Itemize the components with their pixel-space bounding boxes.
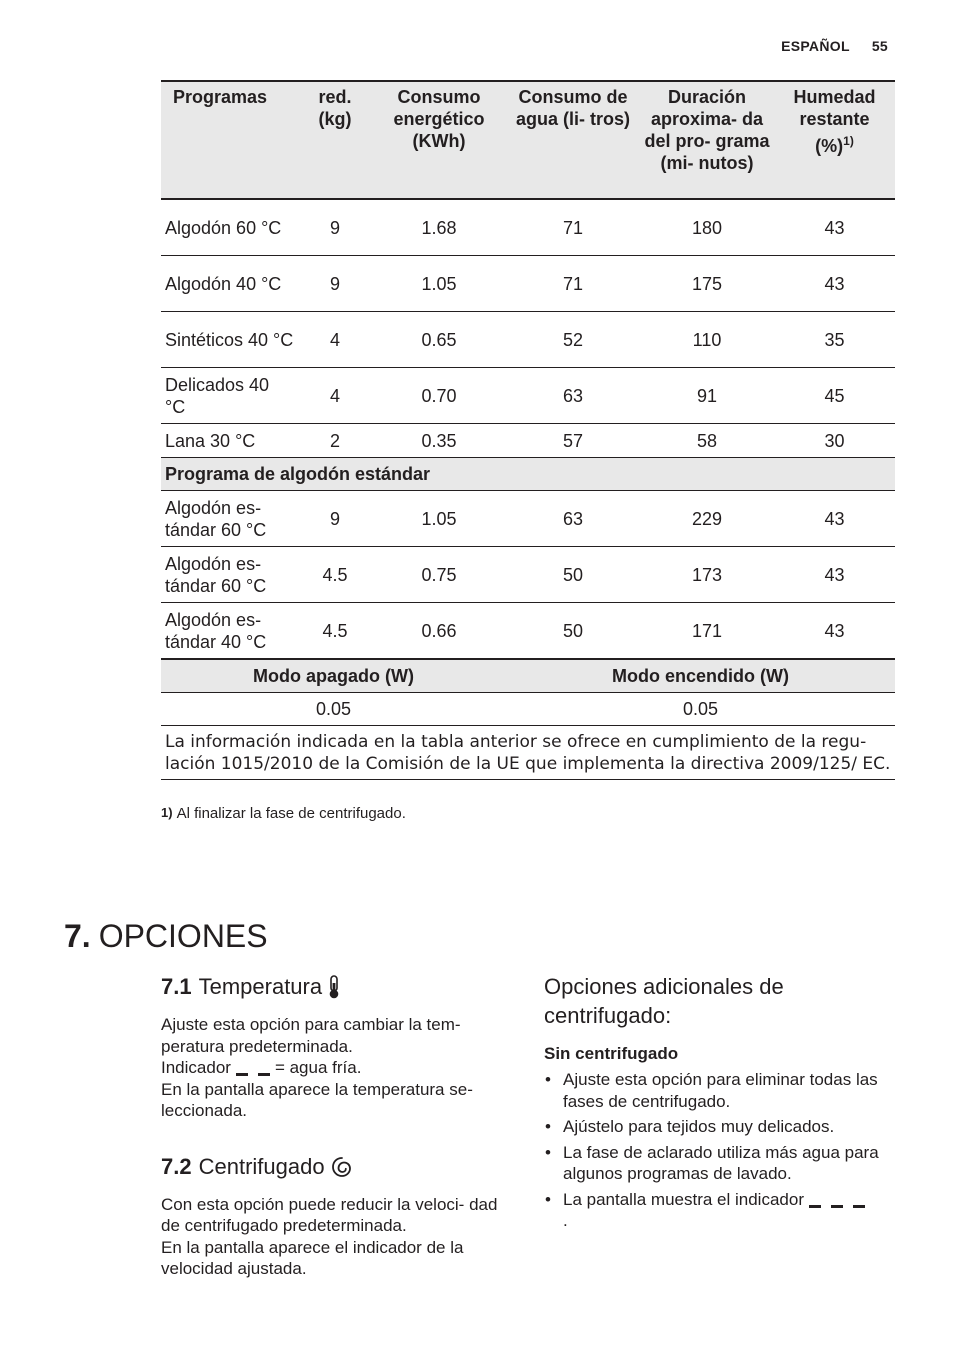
cell-energy: 1.68 (372, 199, 506, 256)
section-title: Centrifugado (198, 1153, 325, 1179)
mode-off-value: 0.05 (161, 693, 506, 726)
dash-icon (809, 1205, 821, 1208)
cell-duration: 173 (640, 547, 774, 603)
page-number: 55 (871, 38, 888, 54)
dash-icon (236, 1073, 248, 1076)
table-row (161, 603, 895, 660)
cell-program: Algodón es- tándar 60 °C (161, 547, 298, 603)
cell-program: Algodón 60 °C (161, 199, 298, 256)
table-subheading-row (161, 458, 895, 491)
cell-water: 50 (506, 547, 640, 603)
col-header-duration: Duración aproxima- da del pro- grama (mi- nutos) (640, 81, 774, 199)
table-footnote (161, 805, 406, 822)
dash-icon (853, 1205, 865, 1208)
indicator-prefix: Indicador (161, 1058, 231, 1077)
cell-duration: 175 (640, 256, 774, 312)
cell-duration: 180 (640, 199, 774, 256)
temperatura-description: Ajuste esta opción para cambiar la tem- peratura predeterminada. (161, 1015, 461, 1056)
table-row (161, 312, 895, 368)
additional-options-title: Opciones adicionales de centrifugado: (544, 974, 784, 1028)
cell-water: 71 (506, 256, 640, 312)
cell-duration: 229 (640, 491, 774, 547)
page-header (781, 38, 888, 54)
cell-water: 71 (506, 199, 640, 256)
cell-moisture: 30 (774, 424, 895, 458)
table-subheading: Programa de algodón estándar (161, 458, 895, 491)
footnote-mark: 1) (161, 805, 173, 820)
col-header-energy: Consumo energético (KWh) (372, 81, 506, 199)
cell-energy: 0.70 (372, 368, 506, 424)
col-header-programas: Programas (161, 81, 298, 199)
section-number: 7.1 (161, 974, 192, 999)
table-header-row (161, 81, 895, 199)
table-row (161, 424, 895, 458)
regulation-note: La información indicada en la tabla anterior se ofrece en cumplimiento de la regu- lación 1015/2010 de la Comisión de la UE que implementa la directiva 2009/125/ EC. (161, 726, 895, 780)
spin-icon (331, 1156, 353, 1178)
cell-water: 57 (506, 424, 640, 458)
cell-load: 4 (298, 312, 372, 368)
dash-icon (258, 1073, 270, 1076)
cell-load: 9 (298, 491, 372, 547)
cell-load: 2 (298, 424, 372, 458)
no-spin-subtitle: Sin centrifugado (544, 1044, 679, 1063)
cell-water: 63 (506, 491, 640, 547)
cell-program: Delicados 40 °C (161, 368, 298, 424)
cell-moisture: 43 (774, 547, 895, 603)
program-table (161, 80, 895, 780)
cell-load: 9 (298, 199, 372, 256)
regulation-note-row (161, 726, 895, 780)
section-number: 7.2 (161, 1153, 192, 1179)
chapter-number: 7. (64, 918, 91, 954)
table-row (161, 199, 895, 256)
mode-header-row (161, 659, 895, 693)
thermometer-icon (328, 974, 340, 1000)
chapter-name: OPCIONES (98, 918, 268, 954)
cell-load: 4 (298, 368, 372, 424)
cell-program: Algodón 40 °C (161, 256, 298, 312)
table-row (161, 547, 895, 603)
cell-program: Lana 30 °C (161, 424, 298, 458)
list-item: • La fase de aclarado utiliza más agua para algunos programas de lavado. (544, 1142, 894, 1185)
temperatura-display-note: En la pantalla aparece la temperatura se- leccionada. (161, 1079, 473, 1120)
temperatura-indicator-line (161, 1057, 511, 1079)
cell-energy: 1.05 (372, 256, 506, 312)
right-column (544, 972, 894, 1236)
no-spin-list (544, 1069, 894, 1232)
mode-value-row (161, 693, 895, 726)
cell-energy: 0.75 (372, 547, 506, 603)
section-temperatura-heading (161, 972, 511, 1002)
section-centrifugado-heading (161, 1152, 511, 1182)
cell-duration: 91 (640, 368, 774, 424)
col-header-water: Consumo de agua (li- tros) (506, 81, 640, 199)
cell-program: Algodón es- tándar 40 °C (161, 603, 298, 660)
section-title: Temperatura (198, 974, 323, 999)
header-section: ESPAÑOL (781, 38, 850, 54)
cell-moisture: 43 (774, 199, 895, 256)
cell-moisture: 35 (774, 312, 895, 368)
indicator-suffix: = agua fría. (274, 1058, 362, 1077)
list-item: • Ajústelo para tejidos muy delicados. (544, 1116, 894, 1138)
dash-icon (831, 1205, 843, 1208)
mode-on-value: 0.05 (506, 693, 895, 726)
cell-moisture: 43 (774, 256, 895, 312)
last-bullet-text: La pantalla muestra el indicador (563, 1189, 804, 1209)
cell-energy: 0.65 (372, 312, 506, 368)
cell-water: 50 (506, 603, 640, 660)
list-item (544, 1189, 894, 1232)
left-column (161, 972, 511, 1280)
col-header-moisture-text: Humedad restante (%) (793, 87, 876, 156)
table-row (161, 256, 895, 312)
cell-energy: 0.66 (372, 603, 506, 660)
cell-moisture: 43 (774, 603, 895, 660)
cell-duration: 58 (640, 424, 774, 458)
chapter-title (64, 916, 268, 956)
cell-energy: 0.35 (372, 424, 506, 458)
cell-moisture: 45 (774, 368, 895, 424)
centrifugado-display-note: En la pantalla aparece el indicador de la velocidad ajustada. (161, 1237, 464, 1278)
cell-program: Algodón es- tándar 60 °C (161, 491, 298, 547)
cell-water: 52 (506, 312, 640, 368)
footnote-text: Al finalizar la fase de centrifugado. (176, 805, 406, 822)
list-item: • Ajuste esta opción para eliminar todas las fases de centrifugado. (544, 1069, 894, 1112)
mode-on-label: Modo encendido (W) (506, 659, 895, 693)
col-header-moisture (774, 81, 895, 199)
cell-duration: 110 (640, 312, 774, 368)
cell-load: 4.5 (298, 603, 372, 660)
cell-load: 4.5 (298, 547, 372, 603)
cell-water: 63 (506, 368, 640, 424)
cell-energy: 1.05 (372, 491, 506, 547)
mode-off-label: Modo apagado (W) (161, 659, 506, 693)
cell-duration: 171 (640, 603, 774, 660)
col-header-load: red. (kg) (298, 81, 372, 199)
table-row (161, 368, 895, 424)
table-row (161, 491, 895, 547)
cell-moisture: 43 (774, 491, 895, 547)
last-bullet-end: . (563, 1211, 568, 1230)
footnote-ref: 1) (843, 134, 854, 148)
centrifugado-description: Con esta opción puede reducir la veloci- dad de centrifugado predeterminada. (161, 1194, 498, 1235)
cell-load: 9 (298, 256, 372, 312)
cell-program: Sintéticos 40 °C (161, 312, 298, 368)
